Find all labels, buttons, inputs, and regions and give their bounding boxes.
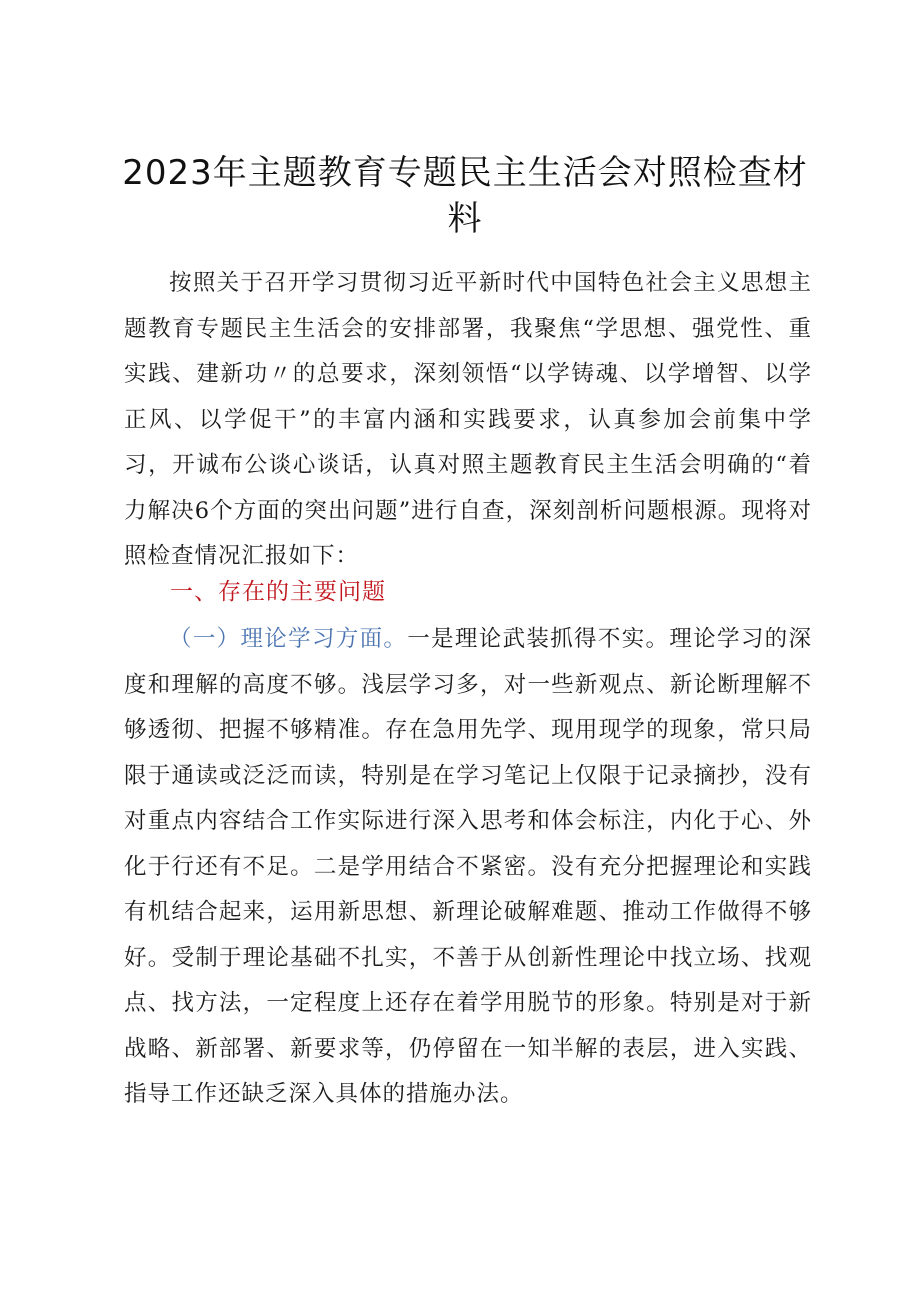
subsection-heading-theory-study: （一）理论学习方面。 <box>169 626 408 652</box>
theory-study-text: 一是理论武装抓得不实。理论学习的深度和理解的高度不够。浅层学习多，对一些新观点、新论断理解不够透彻、把握不够精准。存在急用先学、现用现学的现象，常只局限于通读或泛泛而读，特别是在学习笔记上仅限于记录摘抄，没有对重点内容结合工作实际进行深入思考和体会标注，内化于心、外化于行还有不足。二是学用结合不紧密。没有充分把握理论和实践有机结合起来，运用新思想、新理论破解难题、推动工作做得不够好。受制于理论基础不扎实，不善于从创新性理论中找立场、找观点、找方法，一定程度上还存在着学用脱节的形象。特别是对于新战略、新部署、新要求等，仍停留在一知半解的表层，进入实践、指导工作还缺乏深入具体的措施办法。 <box>124 626 812 1107</box>
intro-paragraph: 按照关于召开学习贯彻习近平新时代中国特色社会主义思想主题教育专题民主生活会的安排部署，我聚焦“学思想、强党性、重实践、建新功〃的总要求，深刻领悟“以学铸魂、以学增智、以学正风、以学促干”的丰富内涵和实践要求，认真参加会前集中学习，开诚布公谈心谈话，认真对照主题教育民主生活会明确的“着力解决6个方面的突出问题”进行自查，深刻剖析问题根源。现将对照检查情况汇报如下： <box>124 270 812 569</box>
theory-study-paragraph <box>124 617 812 1118</box>
section-heading-main-problems: 一、存在的主要问题 <box>170 579 386 605</box>
document-title: 2023年主题教育专题民主生活会对照检查材料 <box>122 153 808 239</box>
